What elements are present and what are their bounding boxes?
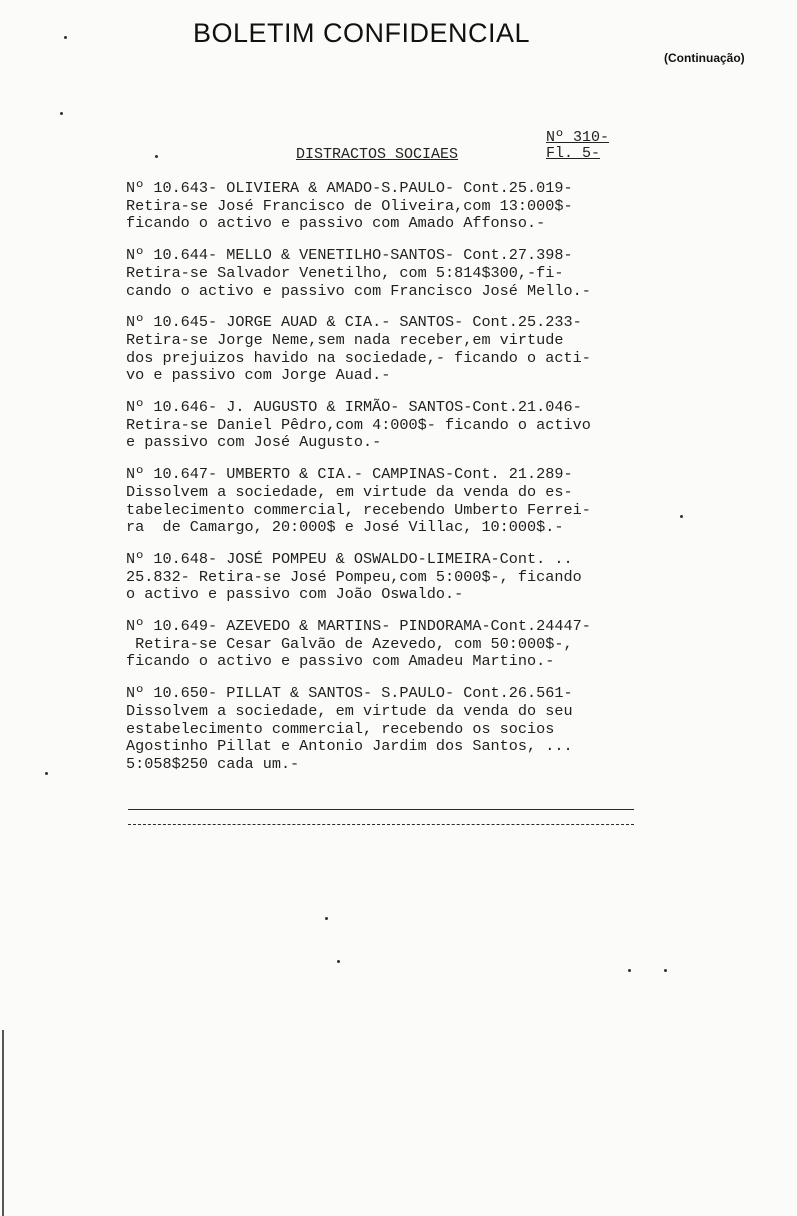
bulletin-title: BOLETIM CONFIDENCIAL bbox=[193, 18, 531, 48]
entry-line: vo e passivo com Jorge Auad.- bbox=[126, 366, 391, 385]
entry-line: Retira-se Cesar Galvão de Azevedo, com 50:000$-, bbox=[126, 634, 573, 653]
entry-line: Retira-se José Francisco de Oliveira,com 13:000$- bbox=[126, 196, 573, 215]
dissolution-entry bbox=[126, 180, 646, 233]
scan-edge-mark bbox=[2, 1030, 4, 1216]
entry-line: Nº 10.643- OLIVIERA & AMADO-S.PAULO- Cont.25.019- bbox=[126, 179, 573, 197]
scan-speck bbox=[155, 155, 158, 158]
dissolution-entry bbox=[126, 618, 646, 671]
entry-line: 25.832- Retira-se José Pompeu,com 5:000$-, ficando bbox=[126, 567, 582, 586]
continuation-label: (Continuação) bbox=[664, 51, 745, 65]
dissolution-entry bbox=[126, 466, 646, 537]
entry-line: Dissolvem a sociedade, em virtude da venda do seu bbox=[126, 701, 573, 720]
entry-line: Agostinho Pillat e Antonio Jardim dos Santos, ... bbox=[126, 737, 573, 756]
entry-line: ficando o activo e passivo com Amadeu Martino.- bbox=[126, 652, 555, 671]
scan-speck bbox=[45, 772, 48, 775]
entry-line: Retira-se Salvador Venetilho, com 5:814$300,-fi- bbox=[126, 263, 564, 282]
entry-line: ra de Camargo, 20:000$ e José Villac, 10:000$.- bbox=[126, 518, 564, 537]
section-heading: DISTRACTOS SOCIAES bbox=[296, 146, 459, 163]
sheet-number: Fl. 5- bbox=[546, 145, 601, 162]
entry-line: o activo e passivo com João Oswaldo.- bbox=[126, 585, 464, 604]
scan-speck bbox=[64, 36, 67, 39]
scan-speck bbox=[325, 917, 328, 920]
entry-line: Retira-se Jorge Neme,sem nada receber,em virtude bbox=[126, 330, 564, 349]
entry-line: Dissolvem a sociedade, em virtude da venda do es- bbox=[126, 482, 573, 501]
dissolution-entry bbox=[126, 314, 646, 385]
scan-speck bbox=[664, 969, 667, 972]
entry-line: Nº 10.649- AZEVEDO & MARTINS- PINDORAMA-Cont.24447- bbox=[126, 617, 591, 636]
entry-line: cando o activo e passivo com Francisco José Mello.- bbox=[126, 281, 591, 300]
entry-line: tabelecimento commercial, recebendo Umberto Ferrei- bbox=[126, 500, 591, 519]
scan-speck bbox=[337, 960, 340, 963]
bulletin-number: Nº 310- bbox=[546, 129, 610, 146]
reference-box bbox=[546, 130, 609, 162]
scan-speck bbox=[680, 515, 683, 518]
scan-speck bbox=[60, 112, 63, 115]
entry-line: Retira-se Daniel Pêdro,com 4:000$- ficando o activo bbox=[126, 415, 591, 434]
entry-line: Nº 10.650- PILLAT & SANTOS- S.PAULO- Cont.26.561- bbox=[126, 684, 573, 703]
entry-line: Nº 10.646- J. AUGUSTO & IRMÃO- SANTOS-Cont.21.046- bbox=[126, 398, 582, 417]
entry-line: 5:058$250 cada um.- bbox=[126, 754, 300, 773]
dissolution-entry bbox=[126, 247, 646, 300]
entry-line: ficando o activo e passivo com Amado Affonso.- bbox=[126, 214, 546, 233]
dissolution-entry bbox=[126, 551, 646, 604]
entry-line: Nº 10.644- MELLO & VENETILHO-SANTOS- Cont.27.398- bbox=[126, 246, 573, 265]
scan-speck bbox=[628, 969, 631, 972]
entry-line: Nº 10.645- JORGE AUAD & CIA.- SANTOS- Cont.25.233- bbox=[126, 313, 582, 332]
entry-line: estabelecimento commercial, recebendo os socios bbox=[126, 719, 555, 738]
entry-line: e passivo com José Augusto.- bbox=[126, 433, 382, 452]
entry-line: Nº 10.648- JOSÉ POMPEU & OSWALDO-LIMEIRA-Cont. .. bbox=[126, 549, 573, 568]
dissolution-entry bbox=[126, 399, 646, 452]
closing-rule-dashed bbox=[128, 824, 634, 825]
entry-line: Nº 10.647- UMBERTO & CIA.- CAMPINAS-Cont. 21.289- bbox=[126, 465, 573, 484]
closing-rule bbox=[128, 809, 634, 810]
entries-list bbox=[126, 180, 646, 788]
dissolution-entry bbox=[126, 685, 646, 774]
entry-line: dos prejuizos havido na sociedade,- ficando o acti- bbox=[126, 348, 591, 367]
